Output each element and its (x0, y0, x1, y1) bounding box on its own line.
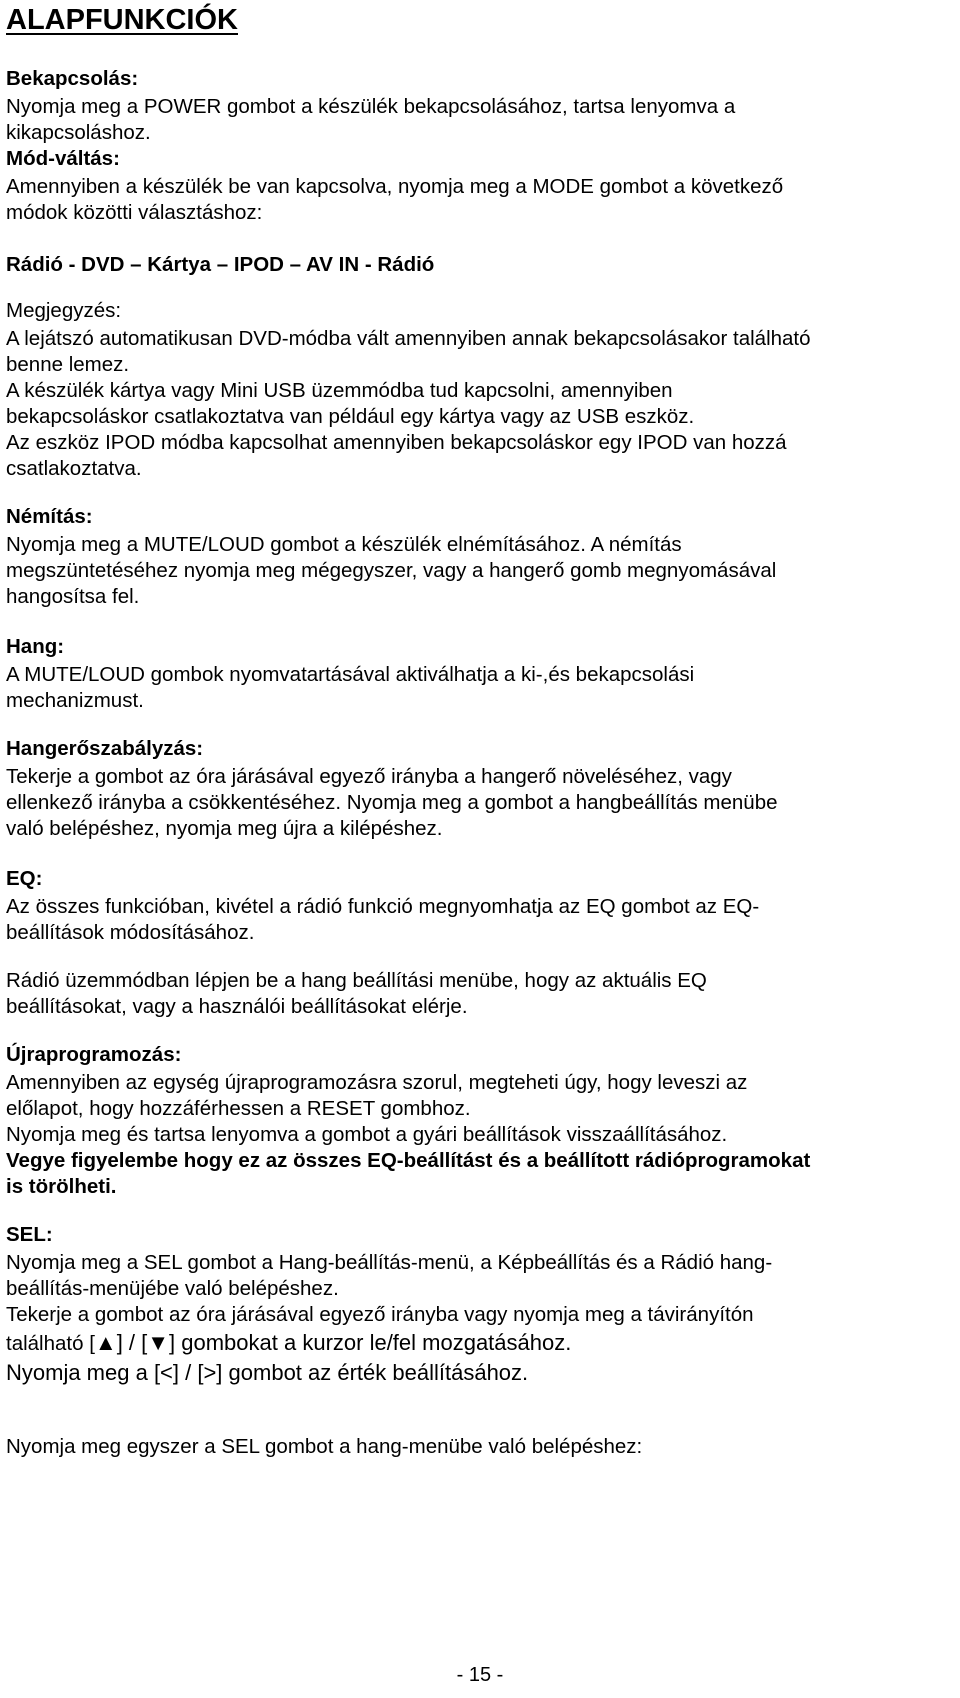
volume-heading: Hangerőszabályzás: (6, 737, 204, 760)
volume-line: való belépéshez, nyomja meg újra a kilépéshez. (6, 817, 443, 840)
sel-line: beállítás-menüjébe való belépéshez. (6, 1277, 339, 1300)
power-heading: Bekapcsolás: (6, 67, 139, 90)
sound-heading: Hang: (6, 635, 65, 658)
page-title: ALAPFUNKCIÓK (6, 4, 238, 36)
mode-heading: Mód-váltás: (6, 147, 120, 170)
page-number: - 15 - (456, 1664, 504, 1686)
mode-text-1: Amennyiben a készülék be van kapcsolva, nyomja meg a MODE gombot a következő (6, 175, 784, 198)
reset-line: Amennyiben az egység újraprogramozásra szorul, megteheti úgy, hogy leveszi az (6, 1071, 748, 1094)
sel-arrows-line (6, 1328, 571, 1359)
eq-line: beállítások módosításához. (6, 921, 255, 944)
note-line: csatlakoztatva. (6, 457, 142, 480)
reset-line: előlapot, hogy hozzáférhessen a RESET gombhoz. (6, 1097, 471, 1120)
sound-line: A MUTE/LOUD gombok nyomvatartásával aktiválhatja a ki-,és bekapcsolási (6, 663, 695, 686)
reset-warning: is törölheti. (6, 1175, 117, 1198)
power-text-2: kikapcsoláshoz. (6, 121, 151, 144)
reset-warning: Vegye figyelembe hogy ez az összes EQ-beállítást és a beállított rádióprogramokat (6, 1149, 811, 1172)
sel-arrows-pre: található [ (6, 1332, 95, 1355)
mode-text-2: módok közötti választáshoz: (6, 201, 263, 224)
note-line: A készülék kártya vagy Mini USB üzemmódba tud kapcsolni, amennyiben (6, 379, 673, 402)
eq-line: beállításokat, vagy a használói beállításokat elérje. (6, 995, 468, 1018)
down-arrow-icon: ▼ (147, 1330, 170, 1355)
sel-value-line: Nyomja meg a [<] / [>] gombot az érték beállításához. (6, 1360, 529, 1385)
volume-line: ellenkező irányba a csökkentéséhez. Nyomja meg a gombot a hangbeállítás menübe (6, 791, 778, 814)
eq-line: Rádió üzemmódban lépjen be a hang beállítási menübe, hogy az aktuális EQ (6, 969, 707, 992)
eq-heading: EQ: (6, 867, 43, 890)
volume-line: Tekerje a gombot az óra járásával egyező irányba a hangerő növeléséhez, vagy (6, 765, 732, 788)
reset-heading: Újraprogramozás: (6, 1043, 182, 1066)
sel-arrows-post: ] gombokat a kurzor le/fel mozgatásához. (169, 1330, 572, 1355)
note-line: Az eszköz IPOD módba kapcsolhat amennyiben bekapcsoláskor egy IPOD van hozzá (6, 431, 787, 454)
sel-line: Nyomja meg a SEL gombot a Hang-beállítás-menü, a Képbeállítás és a Rádió hang- (6, 1251, 773, 1274)
sel-arrows-mid: ] / [ (116, 1330, 148, 1355)
note-line: bekapcsoláskor csatlakoztatva van például egy kártya vagy az USB eszköz. (6, 405, 695, 428)
reset-line: Nyomja meg és tartsa lenyomva a gombot a gyári beállítások visszaállításához. (6, 1123, 728, 1146)
mute-heading: Némítás: (6, 505, 93, 528)
sel-last-line: Nyomja meg egyszer a SEL gombot a hang-menübe való belépéshez: (6, 1435, 643, 1458)
mute-line: hangosítsa fel. (6, 585, 140, 608)
eq-line: Az összes funkcióban, kivétel a rádió funkció megnyomhatja az EQ gombot az EQ- (6, 895, 760, 918)
mute-line: Nyomja meg a MUTE/LOUD gombot a készülék elnémításához. A némítás (6, 533, 682, 556)
sel-heading: SEL: (6, 1223, 53, 1246)
note-heading: Megjegyzés: (6, 299, 122, 322)
sound-line: mechanizmust. (6, 689, 144, 712)
mute-line: megszüntetéséhez nyomja meg mégegyszer, vagy a hangerő gomb megnyomásával (6, 559, 777, 582)
sel-line: Tekerje a gombot az óra járásával egyező irányba vagy nyomja meg a távirányítón (6, 1303, 754, 1326)
note-line: benne lemez. (6, 353, 130, 376)
note-line: A lejátszó automatikusan DVD-módba vált amennyiben annak bekapcsolásakor található (6, 327, 811, 350)
power-text-1: Nyomja meg a POWER gombot a készülék bekapcsolásához, tartsa lenyomva a (6, 95, 736, 118)
up-arrow-icon: ▲ (94, 1330, 117, 1355)
mode-sequence: Rádió - DVD – Kártya – IPOD – AV IN - Rádió (6, 253, 435, 276)
